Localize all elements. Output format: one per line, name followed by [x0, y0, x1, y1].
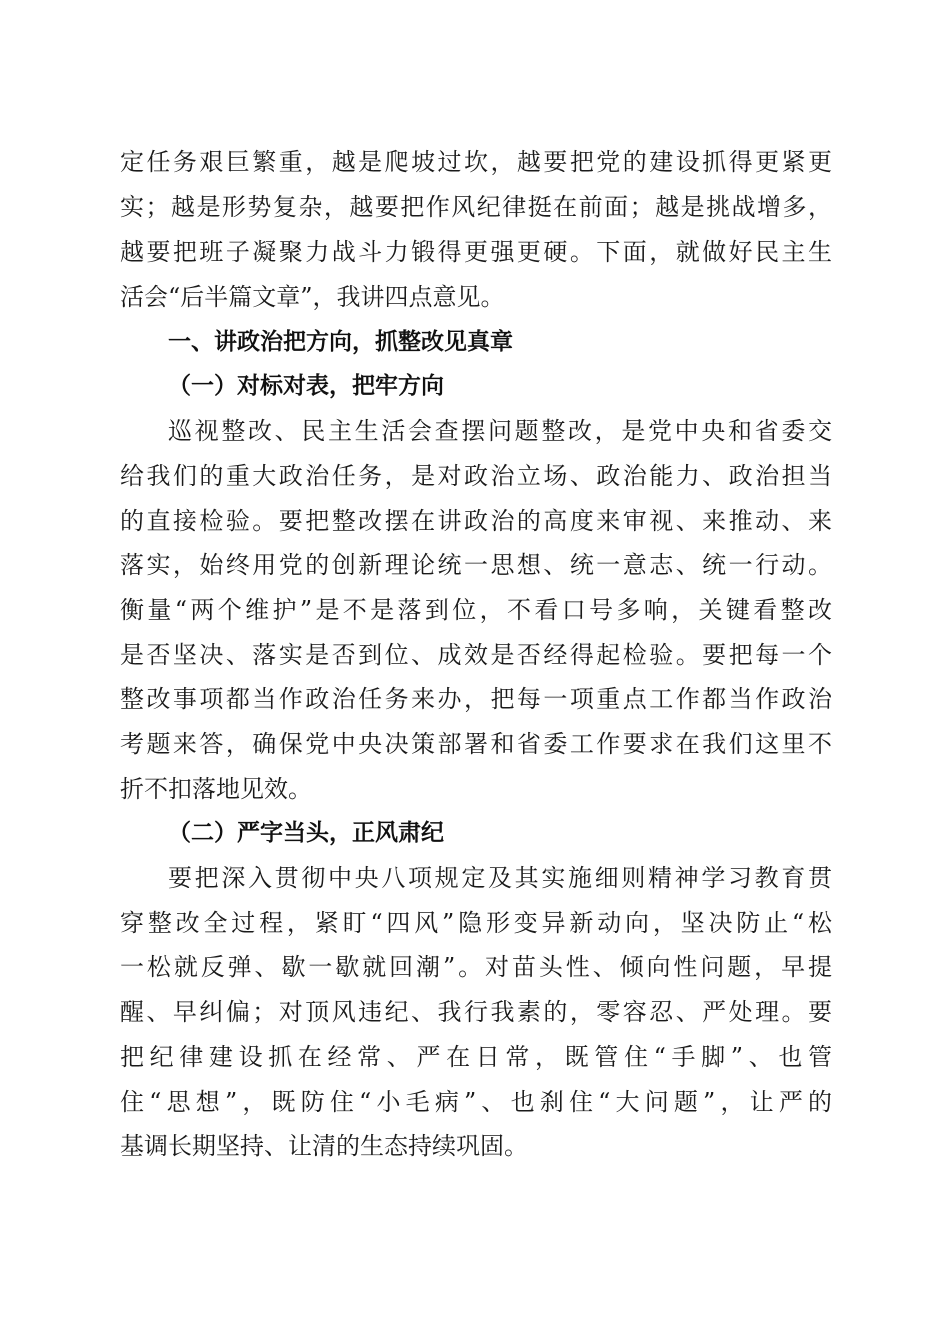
subsection-heading: （一）对标对表，把牢方向	[168, 372, 444, 399]
body-text-line: 把纪律建设抓在经常、严在日常，既管住“手脚”、也管	[120, 1043, 832, 1071]
body-text-line: 要把深入贯彻中央八项规定及其实施细则精神学习教育贯	[168, 864, 832, 892]
body-text-line: 活会“后半篇文章”，我讲四点意见。	[120, 283, 505, 311]
body-text-line: 给我们的重大政治任务，是对政治立场、政治能力、政治担当	[120, 462, 832, 490]
body-text-line: 衡量“两个维护”是不是落到位，不看口号多响，关键看整改	[120, 596, 832, 624]
body-text-line: 考题来答，确保党中央决策部署和省委工作要求在我们这里不	[120, 730, 832, 758]
body-text-line: 定任务艰巨繁重，越是爬坡过坎，越要把党的建设抓得更紧更	[120, 148, 832, 176]
body-text-line: 醒、早纠偏；对顶风违纪、我行我素的，零容忍、严处理。要	[120, 998, 832, 1026]
section-heading: 一、讲政治把方向，抓整改见真章	[168, 329, 513, 355]
body-text-line: 落实，始终用党的创新理论统一思想、统一意志、统一行动。	[120, 551, 832, 579]
body-text-line: 整改事项都当作政治任务来办，把每一项重点工作都当作政治	[120, 685, 832, 713]
body-text-line: 越要把班子凝聚力战斗力锻得更强更硬。下面，就做好民主生	[120, 238, 832, 266]
body-text-line: 穿整改全过程，紧盯“四风”隐形变异新动向，坚决防止“松	[120, 909, 832, 937]
subsection-heading: （二）严字当头，正风肃纪	[168, 819, 444, 846]
body-text-line: 的直接检验。要把整改摆在讲政治的高度来审视、来推动、来	[120, 507, 832, 535]
body-text-line: 巡视整改、民主生活会查摆问题整改，是党中央和省委交	[168, 417, 832, 445]
body-text-line: 基调长期坚持、让清的生态持续巩固。	[120, 1132, 528, 1160]
body-text-line: 是否坚决、落实是否到位、成效是否经得起检验。要把每一个	[120, 641, 832, 669]
body-text-line: 一松就反弹、歇一歇就回潮”。对苗头性、倾向性问题，早提	[120, 953, 832, 981]
body-text-line: 住“思想”，既防住“小毛病”、也刹住“大问题”，让严的	[120, 1088, 832, 1116]
body-text-line: 实；越是形势复杂，越要把作风纪律挺在前面；越是挑战增多，	[120, 193, 832, 221]
body-text-line: 折不扣落地见效。	[120, 775, 312, 803]
